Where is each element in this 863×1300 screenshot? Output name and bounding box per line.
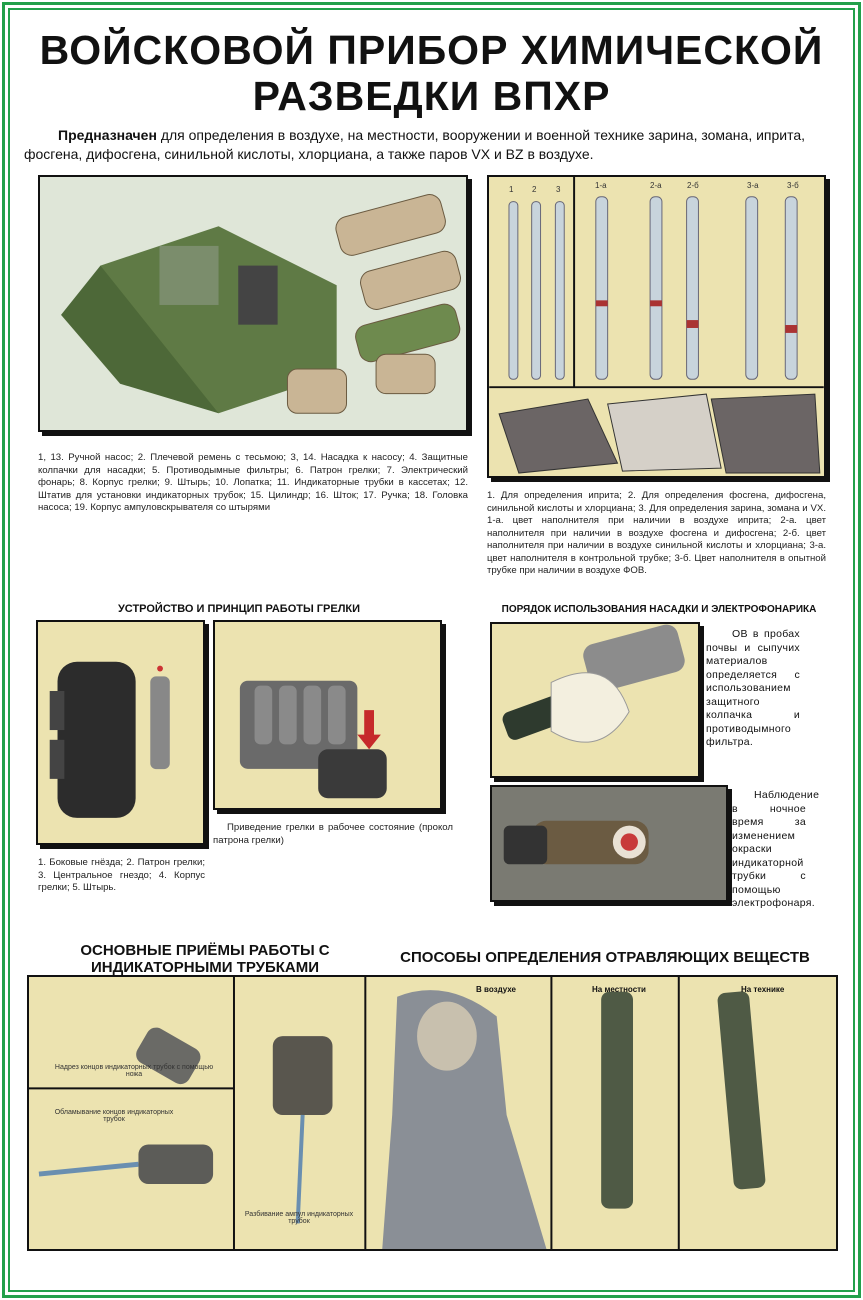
indicator-tubes-illustration xyxy=(487,175,826,478)
method-air-label: В воздухе xyxy=(476,985,516,994)
nozzle-text-soil: ОВ в пробах почвы и сыпучих материалов определяется с использованием защитного колпачка и противодымного фильтра. xyxy=(706,628,800,748)
nozzle-text-night: Наблюдение в ночное время за изменением окраски индикаторной трубки с помощью электрофонаря. xyxy=(732,789,820,909)
tube-label: 3-б xyxy=(787,181,799,190)
methods-heading: СПОСОБЫ ОПРЕДЕЛЕНИЯ ОТРАВЛЯЮЩИХ ВЕЩЕСТВ xyxy=(400,949,810,966)
tube-label: 2 xyxy=(532,185,537,194)
tube-label: 3-а xyxy=(747,181,759,190)
method-ground-label: На местности xyxy=(592,985,646,994)
heater-heading: УСТРОЙСТВО И ПРИНЦИП РАБОТЫ ГРЕЛКИ xyxy=(117,603,361,615)
poster-title-line1: ВОЙСКОВОЙ ПРИБОР ХИМИЧЕСКОЙ xyxy=(39,27,824,73)
intro-lead: Предназначен xyxy=(58,127,157,143)
techniques-methods-panel xyxy=(27,975,838,1251)
cut-caption: Надрез концов индикаторных трубок с помощью ножа xyxy=(54,1064,214,1078)
ampoule-caption: Разбивание ампул индикаторных трубок xyxy=(244,1211,354,1225)
intro-body: для определения в воздухе, на местности, вооружении и военной технике зарина, зомана, иприта, фосгена, дифосгена, синильной кислоты, хлорциана, а также паров VX и BZ в воздухе. xyxy=(24,127,806,162)
nozzle-soil-illustration xyxy=(490,622,700,778)
tubes-caption: 1. Для определения иприта; 2. Для определения фосгена, дифосгена, синильной кислоты и хлорциана; 3. Для определения зарина, зомана и VX. 1-а. цвет наполнителя при наличии в воздухе иприта; 2-а. цвет наполнителя при наличии в воздухе фосгена и дифосгена; 2-б. цвет наполнителя при наличии в воздухе синильной кислоты и хлорциана; 3-а. цвет наполнителя в контрольной трубке; 3-б. Цвет наполнителя в опытной трубке при наличии в воздухе ФОВ. xyxy=(487,490,826,576)
tube-label: 2-а xyxy=(650,181,662,190)
method-vehicle-label: На технике xyxy=(741,985,785,994)
tube-label: 1 xyxy=(509,185,514,194)
poster-title-line2: РАЗВЕДКИ ВПХР xyxy=(252,73,611,119)
intro-text xyxy=(24,126,854,164)
heater-parts-illustration xyxy=(36,620,205,845)
heater-activation-illustration xyxy=(213,620,442,810)
tube-label: 2-б xyxy=(687,181,699,190)
device-caption: 1, 13. Ручной насос; 2. Плечевой ремень с тесьмою; 3, 14. Насадка к насосу; 4. Защитные колпачки для насадки; 5. Противодымные фильтры; 6. Патрон грелки; 7. Электрический фонарь; 8. Корпус грелки; 9. Штырь; 10. Лопатка; 11. Индикаторные трубки в кассетах; 12. Штатив для установки индикаторных трубок; 15. Цилиндр; 16. Шток; 17. Ручка; 18. Головка насоса; 19. Корпус ампуловскрывателя со штырями xyxy=(38,452,468,513)
tube-label: 3 xyxy=(556,185,561,194)
tube-label: 1-а xyxy=(595,181,607,190)
flashlight-illustration xyxy=(490,785,728,902)
techniques-heading: ОСНОВНЫЕ ПРИЁМЫ РАБОТЫ С ИНДИКАТОРНЫМИ ТРУБКАМИ xyxy=(80,942,330,976)
device-illustration xyxy=(38,175,468,432)
break-caption: Обламывание концов индикаторных трубок xyxy=(54,1109,174,1123)
heater-parts-caption: 1. Боковые гнёзда; 2. Патрон грелки; 3. Центральное гнездо; 4. Корпус грелки; 5. Штырь. xyxy=(38,857,205,893)
heater-action-caption: Приведение грелки в рабочее состояние (прокол патрона грелки) xyxy=(213,822,453,846)
nozzle-heading: ПОРЯДОК ИСПОЛЬЗОВАНИЯ НАСАДКИ И ЭЛЕКТРОФОНАРИКА xyxy=(501,604,817,615)
